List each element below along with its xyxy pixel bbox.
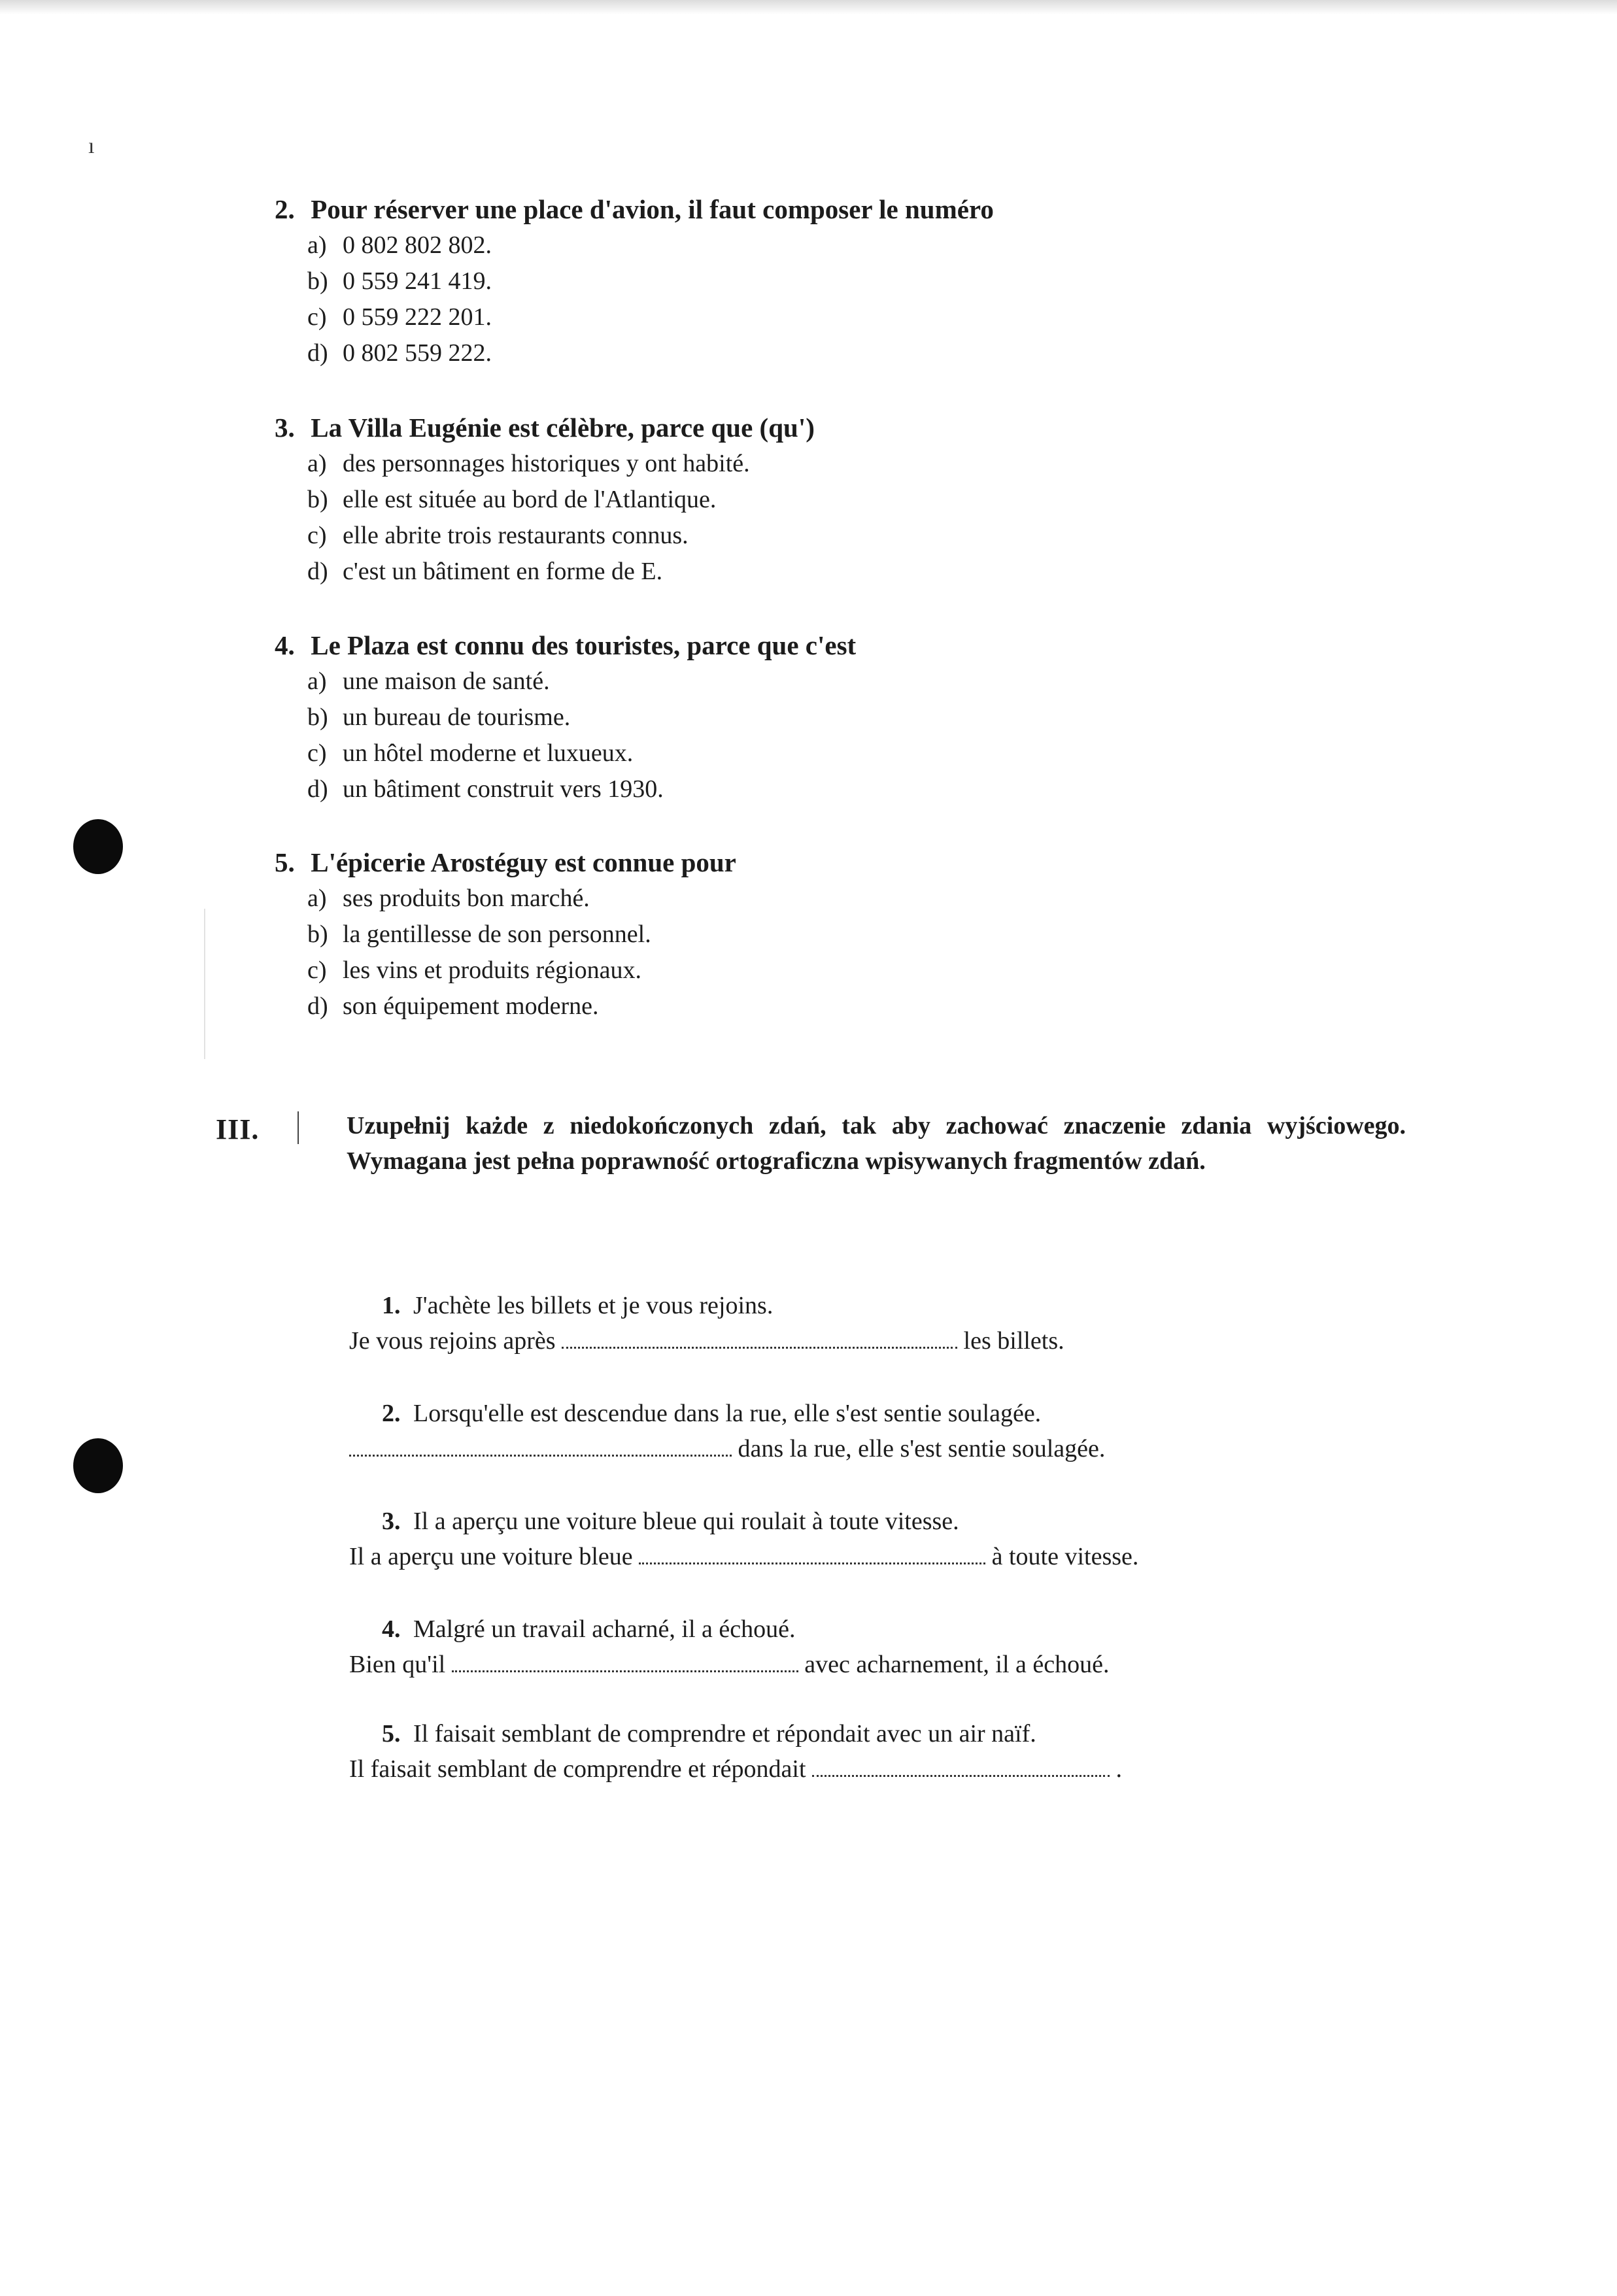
option-text: des personnages historiques y ont habité. <box>343 450 750 477</box>
punch-hole <box>73 819 123 874</box>
question-number: 5. <box>275 847 295 877</box>
option-text: les vins et produits régionaux. <box>343 956 641 984</box>
item-number: 3. <box>382 1508 401 1535</box>
transformation-item <box>349 1396 1330 1466</box>
option <box>307 988 1452 1024</box>
option-text: 0 802 802 802. <box>343 231 492 259</box>
option-letter: a) <box>307 885 327 912</box>
source-sentence <box>349 1504 1330 1539</box>
question-stem <box>275 845 1452 881</box>
sentence-end: dans la rue, elle s'est sentie soulagée. <box>738 1435 1106 1462</box>
option <box>307 917 1452 953</box>
option-text: ses produits bon marché. <box>343 885 590 912</box>
section-divider <box>298 1111 299 1144</box>
answer-line <box>349 1751 1330 1787</box>
source-text: Il faisait semblant de comprendre et répondait avec un air naïf. <box>413 1720 1036 1747</box>
sentence-start: Il faisait semblant de comprendre et répondait <box>349 1755 806 1783</box>
transformation-item <box>349 1612 1330 1682</box>
mc-question <box>275 410 1452 590</box>
question-stem <box>275 628 1452 664</box>
option <box>307 518 1452 554</box>
answer-blank[interactable] <box>452 1661 798 1672</box>
option <box>307 700 1452 735</box>
option-letter: b) <box>307 486 328 513</box>
margin-line <box>204 909 205 1059</box>
question-text: Le Plaza est connu des touristes, parce que c'est <box>311 630 857 660</box>
option-letter: b) <box>307 920 328 948</box>
item-number: 1. <box>382 1292 401 1319</box>
question-stem <box>275 192 1452 228</box>
source-sentence <box>349 1612 1330 1647</box>
question-number: 3. <box>275 413 295 443</box>
question-text: Pour réserver une place d'avion, il faut composer le numéro <box>311 194 994 224</box>
option-letter: d) <box>307 775 328 803</box>
option <box>307 771 1452 807</box>
option-text: une maison de santé. <box>343 667 550 695</box>
sentence-end: les billets. <box>963 1327 1064 1355</box>
page-mark: ı <box>88 134 95 158</box>
option <box>307 446 1452 482</box>
sentence-end: . <box>1115 1755 1123 1783</box>
option-text: c'est un bâtiment en forme de E. <box>343 558 663 585</box>
answer-blank[interactable] <box>562 1338 957 1349</box>
option-text: un hôtel moderne et luxueux. <box>343 739 634 767</box>
option <box>307 881 1452 917</box>
sentence-end: à toute vitesse. <box>991 1543 1139 1570</box>
source-sentence <box>349 1716 1330 1751</box>
mc-question <box>275 628 1452 807</box>
option <box>307 735 1452 771</box>
option-text: un bâtiment construit vers 1930. <box>343 775 664 803</box>
answer-line <box>349 1323 1330 1359</box>
transformation-item <box>349 1504 1330 1574</box>
option-letter: a) <box>307 231 327 259</box>
option-letter: d) <box>307 558 328 585</box>
item-number: 5. <box>382 1720 401 1747</box>
option <box>307 664 1452 700</box>
option-text: la gentillesse de son personnel. <box>343 920 651 948</box>
answer-line <box>349 1539 1330 1574</box>
option-text: 0 802 559 222. <box>343 339 492 367</box>
transformation-item <box>349 1716 1330 1787</box>
transformation-item <box>349 1288 1330 1359</box>
answer-blank[interactable] <box>349 1445 732 1457</box>
option <box>307 554 1452 590</box>
option-text: son équipement moderne. <box>343 992 599 1020</box>
option <box>307 482 1452 518</box>
question-text: La Villa Eugénie est célèbre, parce que (qu') <box>311 413 815 443</box>
option-letter: c) <box>307 303 327 331</box>
option-letter: c) <box>307 956 327 984</box>
section-instruction: Uzupełnij każde z niedokończonych zdań, tak aby zachować znaczenie zdania wyjściowego. Wymagana jest pełna poprawność ortograficzna wpisywanych fragmentów zdań. <box>347 1112 1406 1175</box>
option-letter: b) <box>307 267 328 295</box>
question-number: 4. <box>275 630 295 660</box>
option-text: 0 559 241 419. <box>343 267 492 295</box>
answer-line <box>349 1647 1330 1682</box>
sentence-start: Il a aperçu une voiture bleue <box>349 1543 633 1570</box>
option-text: elle abrite trois restaurants connus. <box>343 522 689 549</box>
mc-question <box>275 192 1452 371</box>
option-letter: c) <box>307 522 327 549</box>
punch-hole <box>73 1438 123 1493</box>
mc-question <box>275 845 1452 1024</box>
option <box>307 228 1452 263</box>
option <box>307 335 1452 371</box>
sentence-end: avec acharnement, il a échoué. <box>804 1651 1110 1678</box>
answer-blank[interactable] <box>639 1553 985 1564</box>
option <box>307 299 1452 335</box>
option-letter: a) <box>307 450 327 477</box>
source-sentence <box>349 1396 1330 1431</box>
option-letter: d) <box>307 992 328 1020</box>
sentence-start: Je vous rejoins après <box>349 1327 556 1355</box>
sentence-start: Bien qu'il <box>349 1651 446 1678</box>
option-letter: d) <box>307 339 328 367</box>
source-text: J'achète les billets et je vous rejoins. <box>413 1292 774 1319</box>
option-letter: b) <box>307 703 328 731</box>
option <box>307 263 1452 299</box>
source-text: Malgré un travail acharné, il a échoué. <box>413 1615 796 1643</box>
option-text: un bureau de tourisme. <box>343 703 571 731</box>
source-text: Il a aperçu une voiture bleue qui roulait à toute vitesse. <box>413 1508 959 1535</box>
scan-edge-shadow <box>0 0 1617 14</box>
question-text: L'épicerie Arostéguy est connue pour <box>311 847 736 877</box>
option-text: elle est située au bord de l'Atlantique. <box>343 486 717 513</box>
question-stem <box>275 410 1452 446</box>
source-text: Lorsqu'elle est descendue dans la rue, elle s'est sentie soulagée. <box>413 1400 1042 1427</box>
answer-blank[interactable] <box>812 1766 1110 1777</box>
item-number: 4. <box>382 1615 401 1643</box>
answer-line <box>349 1431 1330 1466</box>
section-number: III. <box>216 1113 260 1145</box>
option <box>307 953 1452 988</box>
question-number: 2. <box>275 194 295 224</box>
option-letter: c) <box>307 739 327 767</box>
source-sentence <box>349 1288 1330 1323</box>
option-text: 0 559 222 201. <box>343 303 492 331</box>
option-letter: a) <box>307 667 327 695</box>
item-number: 2. <box>382 1400 401 1427</box>
